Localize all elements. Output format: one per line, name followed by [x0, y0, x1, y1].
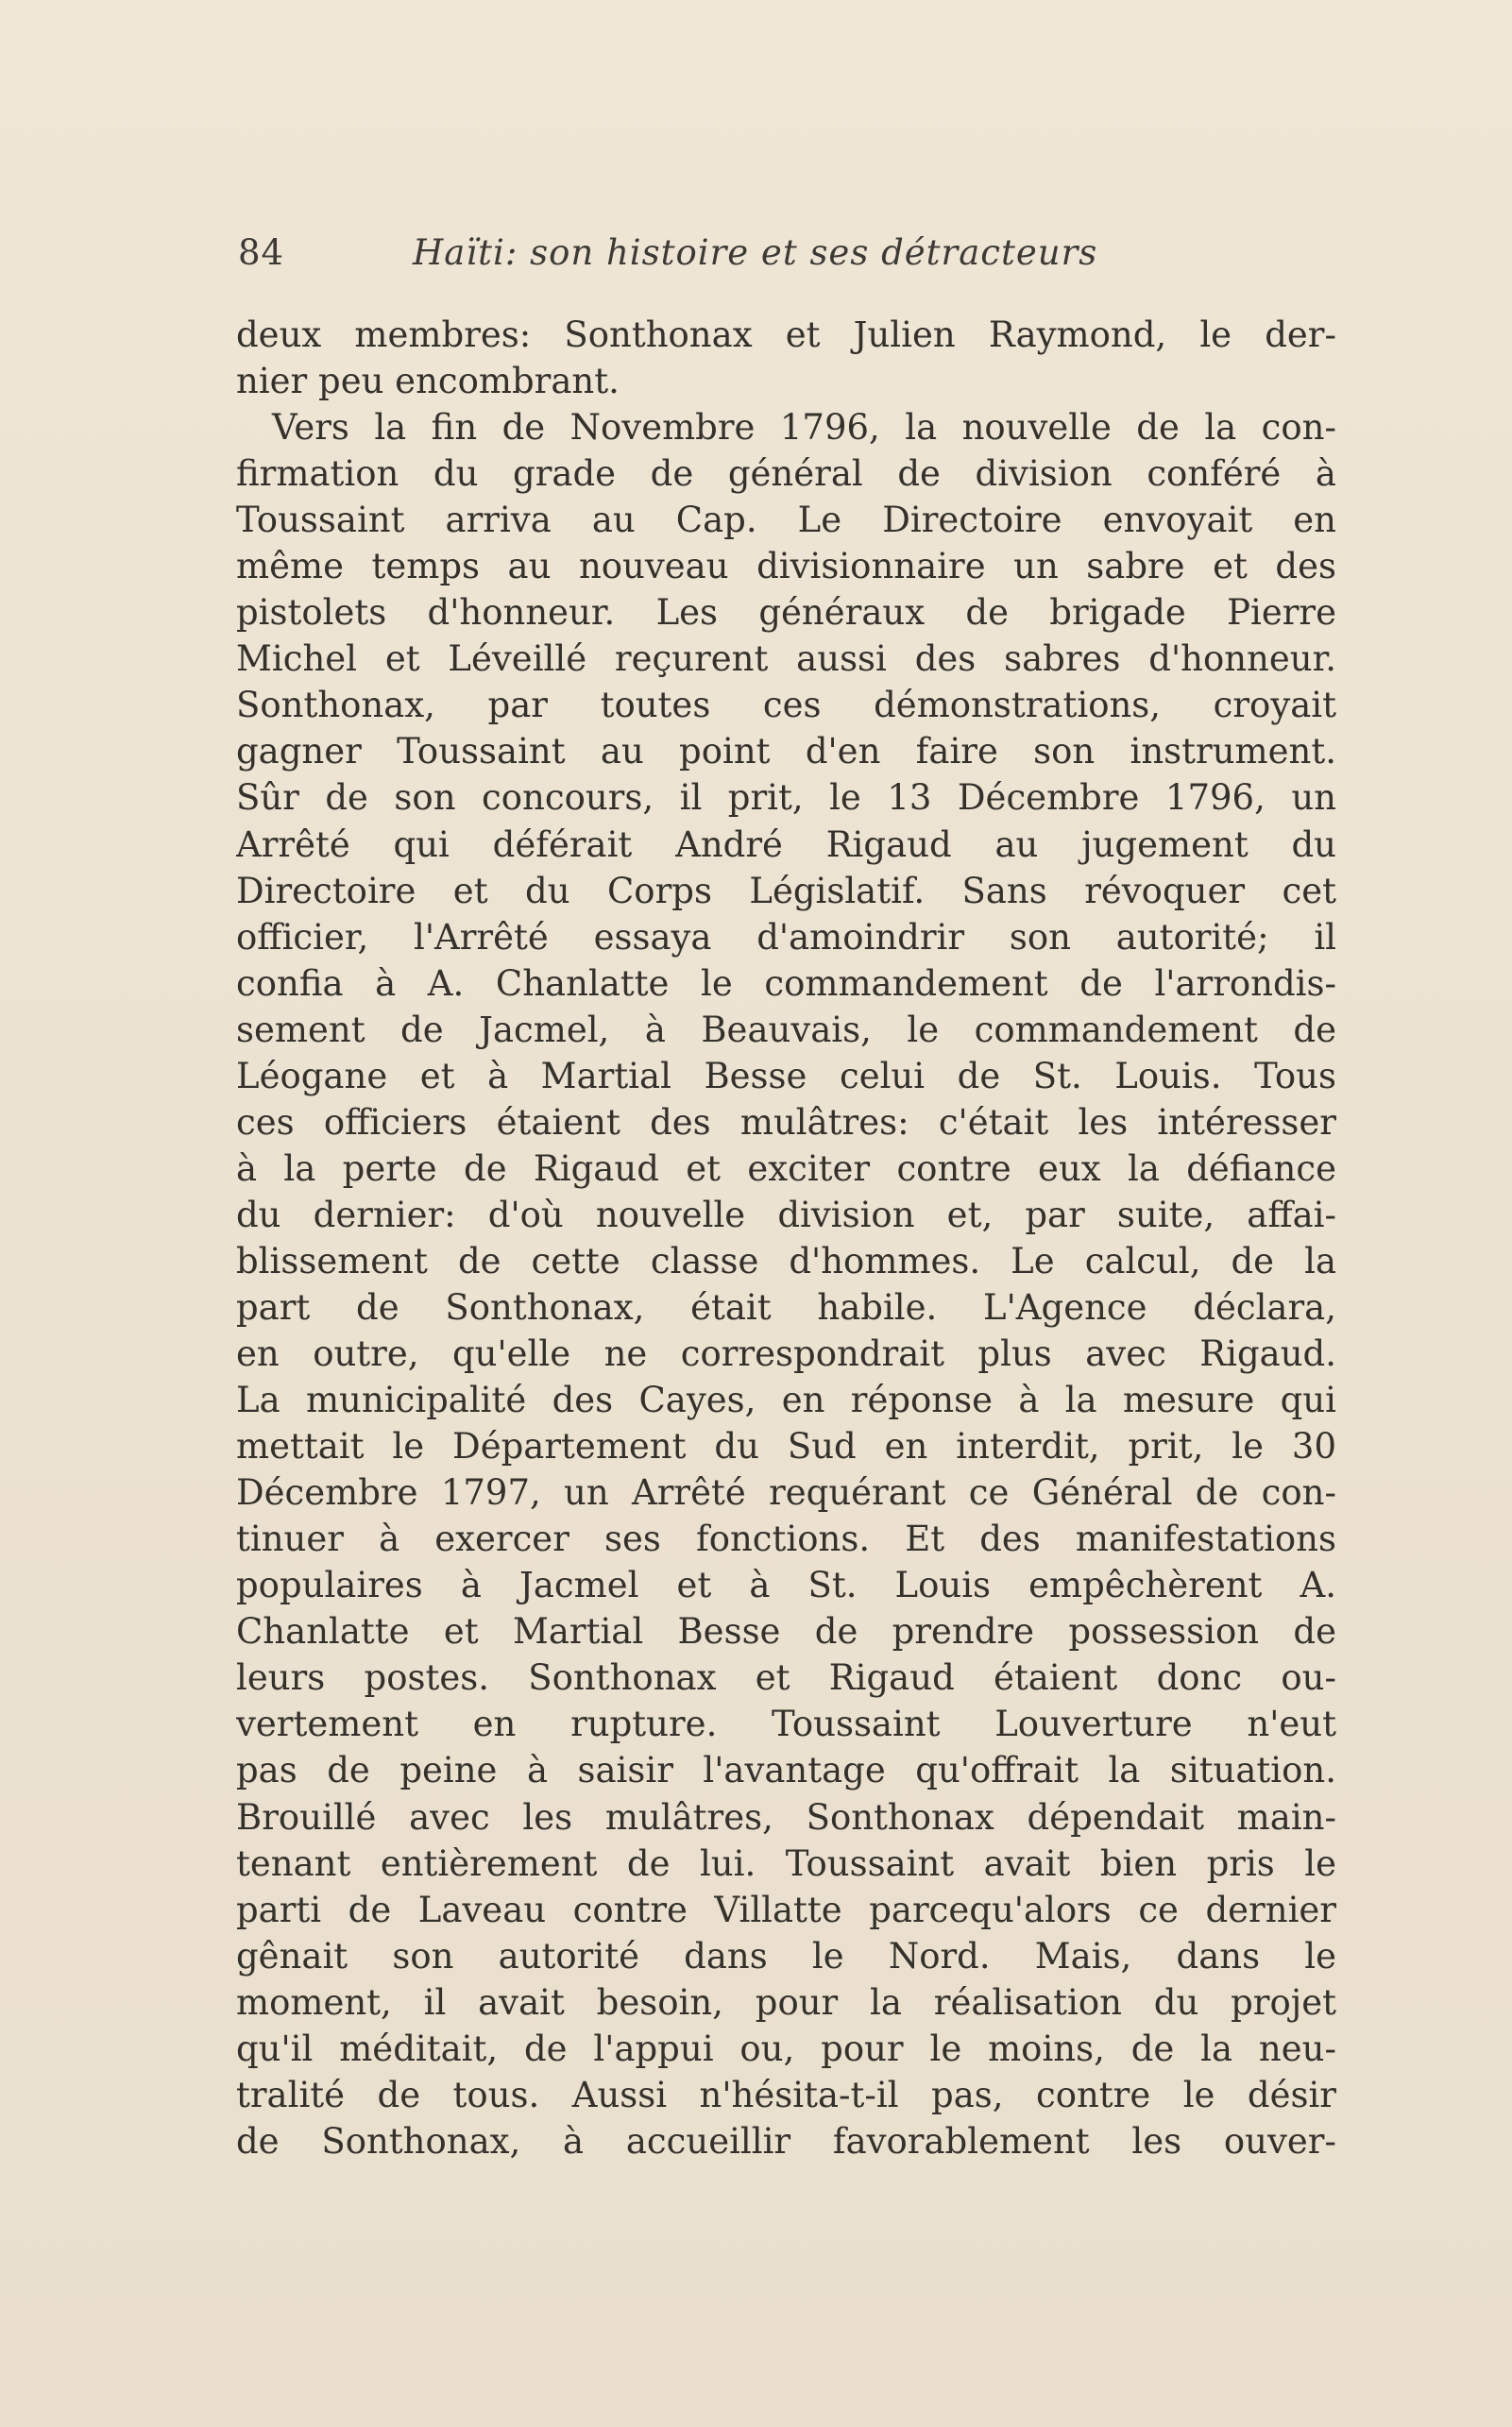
text-line: gênait son autorité dans le Nord. Mais, dans le	[236, 1935, 1336, 1977]
text-line: parti de Laveau contre Villatte parcequ'alors ce dernier	[236, 1889, 1336, 1930]
text-line: populaires à Jacmel et à St. Louis empêchèrent A.	[236, 1565, 1336, 1606]
text-line: sement de Jacmel, à Beauvais, le commandement de	[236, 1009, 1336, 1050]
text-line: confia à A. Chanlatte le commandement de l'arrondis-	[236, 962, 1336, 1004]
text-line: gagner Toussaint au point d'en faire son instrument.	[236, 731, 1336, 772]
text-line: Décembre 1797, un Arrêté requérant ce Général de con-	[236, 1472, 1336, 1514]
page-number: 84	[238, 232, 285, 273]
text-line: mettait le Département du Sud en interdit, prit, le 30	[236, 1426, 1336, 1468]
text-line: tenant entièrement de lui. Toussaint avait bien pris le	[236, 1842, 1336, 1884]
text-line: de Sonthonax, à accueillir favorablement les ouver-	[236, 2120, 1336, 2162]
text-line: La municipalité des Cayes, en réponse à la mesure qui	[236, 1380, 1336, 1421]
text-line: Sûr de son concours, il prit, le 13 Décembre 1796, un	[236, 777, 1336, 819]
text-line: en outre, qu'elle ne correspondrait plus avec Rigaud.	[236, 1333, 1336, 1375]
text-line: Michel et Léveillé reçurent aussi des sabres d'honneur.	[236, 638, 1336, 680]
text-line: à la perte de Rigaud et exciter contre eux la défiance	[236, 1147, 1336, 1189]
page-header	[238, 232, 1182, 280]
text-line: Vers la fin de Novembre 1796, la nouvelle de la con-	[272, 407, 1336, 449]
running-title: Haïti: son histoire et ses détracteurs	[413, 232, 1098, 273]
text-line: Léogane et à Martial Besse celui de St. Louis. Tous	[236, 1055, 1336, 1096]
text-line: part de Sonthonax, était habile. L'Agence déclara,	[236, 1286, 1336, 1328]
text-line: nier peu encombrant.	[236, 361, 620, 402]
text-line: moment, il avait besoin, pour la réalisation du projet	[236, 1981, 1336, 2023]
text-line: Brouillé avec les mulâtres, Sonthonax dépendait main-	[236, 1796, 1336, 1838]
text-line: tinuer à exercer ses fonctions. Et des manifestations	[236, 1519, 1336, 1560]
text-line: pas de peine à saisir l'avantage qu'offrait la situation.	[236, 1750, 1336, 1791]
text-line: Sonthonax, par toutes ces démonstrations, croyait	[236, 685, 1336, 726]
text-line: du dernier: d'où nouvelle division et, par suite, affai-	[236, 1194, 1336, 1235]
text-line: qu'il méditait, de l'appui ou, pour le moins, de la neu-	[236, 2028, 1336, 2069]
text-line: même temps au nouveau divisionnaire un sabre et des	[236, 546, 1336, 587]
text-line: leurs postes. Sonthonax et Rigaud étaient donc ou-	[236, 1657, 1336, 1699]
text-line: deux membres: Sonthonax et Julien Raymond, le der-	[236, 314, 1336, 355]
text-line: blissement de cette classe d'hommes. Le calcul, de la	[236, 1240, 1336, 1281]
text-line: Directoire et du Corps Législatif. Sans révoquer cet	[236, 870, 1336, 911]
text-line: firmation du grade de général de division conféré à	[236, 453, 1336, 495]
text-line: ces officiers étaient des mulâtres: c'était les intéresser	[236, 1101, 1336, 1143]
text-line: pistolets d'honneur. Les généraux de brigade Pierre	[236, 592, 1336, 634]
text-line: Arrêté qui déférait André Rigaud au jugement du	[236, 823, 1336, 865]
text-line: officier, l'Arrêté essaya d'amoindrir son autorité; il	[236, 916, 1336, 958]
text-line: vertement en rupture. Toussaint Louverture n'eut	[236, 1704, 1336, 1745]
text-line: Toussaint arriva au Cap. Le Directoire envoyait en	[236, 500, 1336, 541]
body-text	[236, 312, 1336, 2164]
text-line: Chanlatte et Martial Besse de prendre possession de	[236, 1611, 1336, 1653]
text-line: tralité de tous. Aussi n'hésita-t-il pas, contre le désir	[236, 2074, 1336, 2115]
